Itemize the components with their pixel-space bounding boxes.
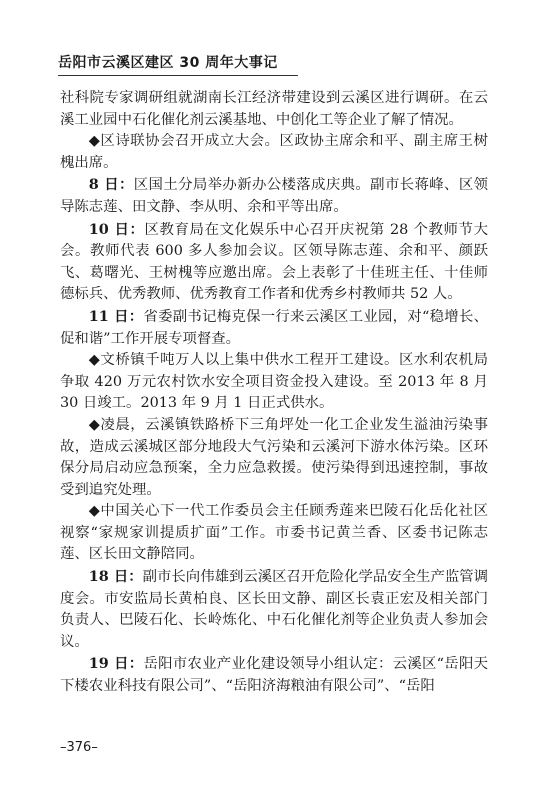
paragraph-text: ◆凌晨，云溪镇铁路桥下三角坪处一化工企业发生溢油污染事故，造成云溪城区部分地段大气污染和云溪河下游水体污染。区环保分局启动应急预案，全力应急救援。使污染得到迅速控制，事故受到追究处理。 bbox=[60, 416, 488, 498]
paragraph bbox=[60, 566, 488, 653]
paragraph-text: ◆区诗联协会召开成立大会。区政协主席余和平、副主席王树槐出席。 bbox=[60, 133, 488, 171]
date-lead: 11 日： bbox=[88, 307, 144, 325]
date-lead: 8 日： bbox=[88, 176, 134, 194]
date-lead: 18 日： bbox=[88, 568, 143, 586]
page-number: –376– bbox=[60, 740, 98, 755]
paragraph bbox=[60, 306, 488, 350]
paragraph bbox=[60, 174, 488, 218]
paragraph-text: 区教育局在文化娱乐中心召开庆祝第 28 个教师节大会。教师代表 600 多人参加会议。区领导陈志莲、余和平、颜跃飞、葛曙光、王树槐等应邀出席。会上表彰了十佳班主任、十佳师德标兵、优秀教师、优秀教育工作者和优秀乡村教师共 52 人。 bbox=[60, 221, 488, 303]
running-header: 岳阳市云溪区建区 30 周年大事记 bbox=[58, 55, 278, 71]
paragraph bbox=[60, 501, 488, 566]
paragraph-text: ◆中国关心下一代工作委员会主任顾秀莲来巴陵石化岳化社区视察“家规家训提质扩面”工作。市委书记黄兰香、区委书记陈志莲、区长田文静陪同。 bbox=[60, 503, 488, 563]
paragraph-text: 区国土分局举办新办公楼落成庆典。副市长蒋峰、区领导陈志莲、田文静、李从明、余和平等出席。 bbox=[60, 177, 488, 215]
paragraph-text: ◆文桥镇千吨万人以上集中供水工程开工建设。区水利农机局争取 420 万元农村饮水安全项目资金投入建设。至 2013 年 8 月 30 日竣工。2013 年 9 月 1 日正式供水。 bbox=[60, 352, 488, 412]
paragraph bbox=[60, 88, 488, 131]
paragraph-text: 社科院专家调研组就湖南长江经济带建设到云溪区进行调研。在云溪工业园中石化催化剂云溪基地、中创化工等企业了解了情况。 bbox=[60, 90, 488, 128]
paragraph-text: 省委副书记梅克保一行来云溪区工业园，对“稳增长、促和谐”工作开展专项督查。 bbox=[60, 308, 489, 347]
paragraph bbox=[60, 131, 488, 174]
paragraph bbox=[60, 350, 488, 415]
date-lead: 10 日： bbox=[88, 220, 145, 238]
paragraph-text: 岳阳市农业产业化建设领导小组认定：云溪区“岳阳天下楼农业科技有限公司”、“岳阳济海粮油有限公司”、“岳阳 bbox=[60, 656, 489, 695]
header-rule bbox=[58, 75, 298, 76]
date-lead: 19 日： bbox=[88, 655, 144, 673]
paragraph bbox=[60, 219, 488, 306]
page-body bbox=[60, 88, 488, 698]
paragraph bbox=[60, 415, 488, 501]
paragraph bbox=[60, 653, 488, 697]
paragraph-text: 副市长向伟雄到云溪区召开危险化学品安全生产监管调度会。市安监局长黄柏良、区长田文静、副区长袁正宏及相关部门负责人、巴陵石化、长岭炼化、中石化催化剂等企业负责人参加会议。 bbox=[60, 569, 489, 650]
